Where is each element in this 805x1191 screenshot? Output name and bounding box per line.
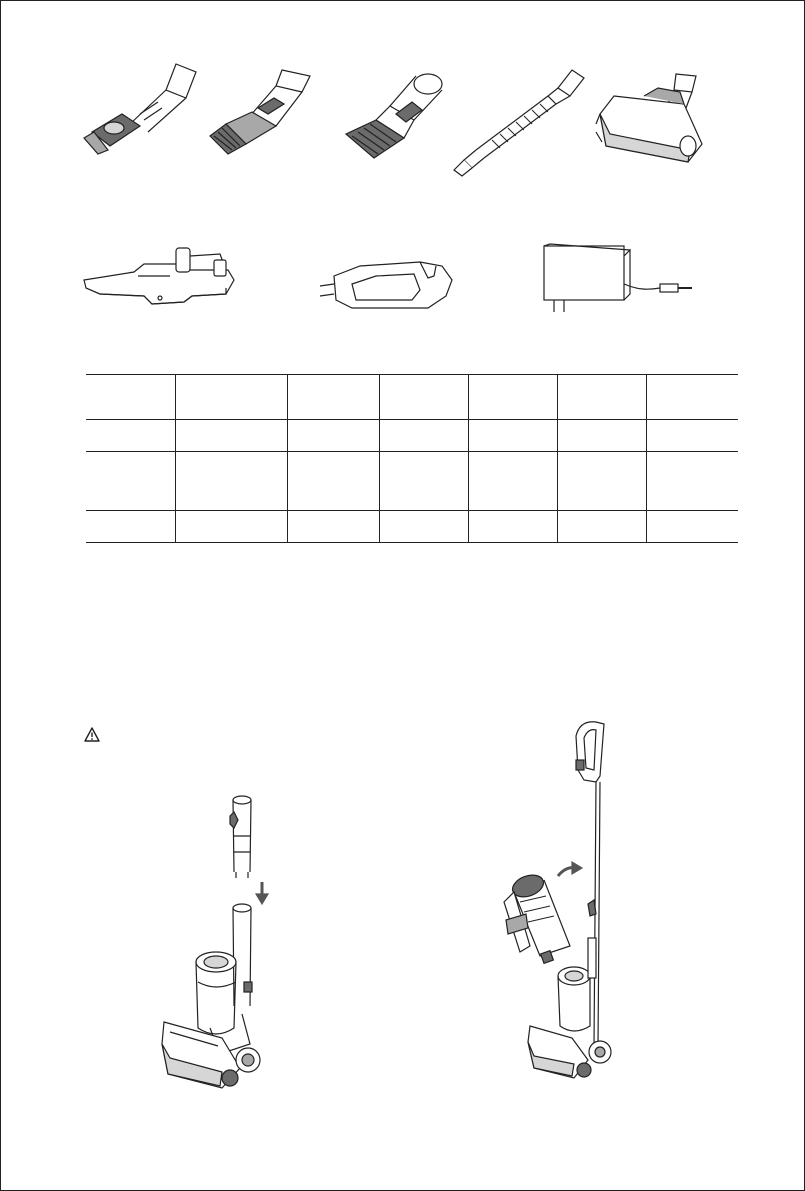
table-cell: [86, 420, 175, 452]
wide-nozzle-illustration: [340, 66, 450, 164]
table-cell: [287, 375, 379, 420]
table-cell: [287, 420, 379, 452]
table-cell: [646, 420, 738, 452]
main-unit-attach-illustration: [500, 716, 626, 1088]
spec-table: [86, 374, 738, 543]
power-adapter-illustration: [540, 242, 696, 316]
brush-tool-illustration: [206, 62, 318, 158]
floor-head-illustration: [592, 66, 716, 170]
table-cell: [468, 511, 557, 543]
table-cell: [557, 420, 646, 452]
table-cell: [287, 511, 379, 543]
table-cell: [175, 452, 287, 511]
table-row: [86, 452, 738, 511]
table-cell: [379, 511, 468, 543]
table-cell: [379, 420, 468, 452]
tube-insertion-illustration: [160, 792, 278, 1104]
table-cell: [557, 375, 646, 420]
crevice-tool-illustration: [80, 58, 200, 156]
charging-adapter-illustration: [316, 254, 458, 314]
table-cell: [646, 452, 738, 511]
table-cell: [86, 452, 175, 511]
table-cell: [287, 452, 379, 511]
table-cell: [86, 511, 175, 543]
table-cell: [646, 375, 738, 420]
extension-hose-illustration: [452, 66, 588, 178]
table-cell: [379, 375, 468, 420]
warning-triangle-icon: [84, 727, 100, 742]
table-cell: [175, 375, 287, 420]
table-cell: [468, 452, 557, 511]
table-row: [86, 375, 738, 420]
table-cell: [86, 375, 175, 420]
table-cell: [175, 511, 287, 543]
table-row: [86, 511, 738, 543]
wall-mount-bracket-illustration: [80, 236, 240, 310]
table-cell: [557, 452, 646, 511]
table-cell: [379, 452, 468, 511]
table-cell: [468, 420, 557, 452]
table-cell: [175, 420, 287, 452]
table-row: [86, 420, 738, 452]
table-cell: [468, 375, 557, 420]
table-cell: [557, 511, 646, 543]
table-cell: [646, 511, 738, 543]
